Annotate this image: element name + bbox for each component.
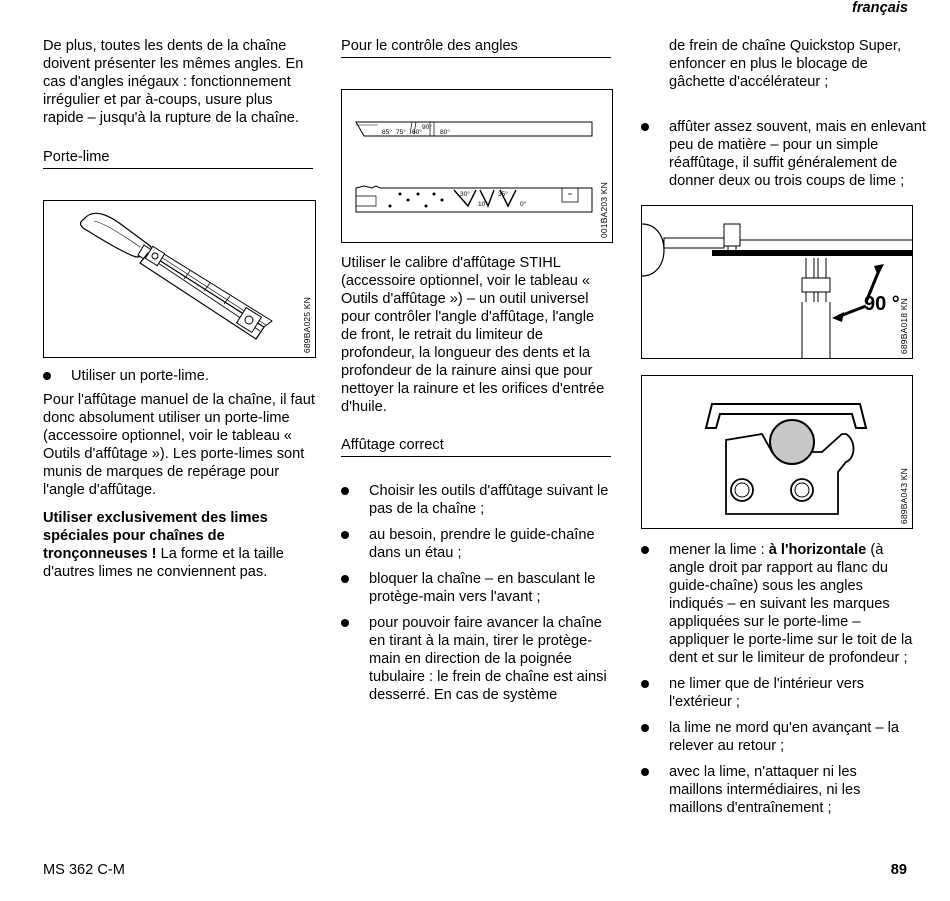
gauge-label: 85° <box>382 129 392 136</box>
figure-code: 689BA018 KN <box>899 297 909 354</box>
bullet-dot <box>641 680 649 688</box>
angle-label: 90 ° <box>864 293 900 315</box>
bullet-dot <box>341 531 349 539</box>
gauge-label: 80° <box>440 129 450 136</box>
col1-warning: Utiliser exclusivement des limes spéciales pour chaînes de tronçonneuses ! La forme et la taille d'autres limes ne conviennent pas. <box>43 510 284 580</box>
col3-bullet-list <box>641 541 914 817</box>
list-item: la lime ne mord qu'en avançant – la relever au retour ; <box>641 719 914 755</box>
gauge-label: 35° <box>498 191 508 198</box>
gauge-label: 0° <box>520 201 527 208</box>
figure-file-on-tooth <box>641 375 913 529</box>
bullet-dot <box>641 546 649 554</box>
bullet-dot <box>641 123 649 131</box>
bullet-dot <box>641 724 649 732</box>
footer-model: MS 362 C-M <box>43 862 125 878</box>
list-item: ne limer que de l'intérieur vers l'extérieur ; <box>641 675 914 711</box>
gauge-label: 30° <box>460 191 470 198</box>
figure-sharpening-gauge <box>341 89 613 243</box>
col1-paragraph: Pour l'affûtage manuel de la chaîne, il faut donc absolument utiliser un porte-lime (accessoire optionnel, voir le tableau « Outils d'affûtage »). Les porte-limes sont munis de marques de repérage pour l'angle d'affûtage. <box>43 392 315 498</box>
list-item: au besoin, prendre le guide-chaîne dans un étau ; <box>341 526 613 562</box>
figure-file-horizontal <box>641 205 913 359</box>
col3-bullet-sharpen-often: affûter assez souvent, mais en enlevant peu de matière – pour un simple réaffûtage, il suffit généralement de donner deux ou trois coups de lime ; <box>641 118 942 190</box>
col1-heading-porte-lime: Porte-lime <box>43 148 313 169</box>
list-item: bloquer la chaîne – en basculant le protège-main vers l'avant ; <box>341 570 613 606</box>
header-language: français <box>852 0 908 16</box>
col1-intro: De plus, toutes les dents de la chaîne doivent présenter les mêmes angles. En cas d'angles inégaux : fonctionnement irrégulier et par à-coups, usure plus rapide – jusqu'à la rupture de la chaîne. <box>43 38 304 126</box>
bullet-dot <box>641 768 649 776</box>
col2-paragraph: Utiliser le calibre d'affûtage STIHL (accessoire optionnel, voir le tableau « Outils d'affûtage ») – un outil universel pour contrôler l'angle d'affûtage, l'angle de front, le retrait du limiteur de profondeur, la longueur des dents et la profondeur de la rainure ainsi que pour nettoyer la rainure et les orifices d'entrée d'huile. <box>341 255 605 415</box>
figure-code: 689BA043 KN <box>899 467 909 524</box>
gauge-label: 90° <box>422 124 432 131</box>
bullet-dot <box>341 575 349 583</box>
col2-heading-controle: Pour le contrôle des angles <box>341 37 611 58</box>
gauge-label: 75° <box>396 129 406 136</box>
figure-code: 001BA203 KN <box>599 181 609 238</box>
bullet-dot <box>341 619 349 627</box>
footer-page-number: 89 <box>890 862 907 878</box>
bullet-dot <box>341 487 349 495</box>
list-item: Choisir les outils d'affûtage suivant le pas de la chaîne ; <box>341 482 613 518</box>
col2-heading-affutage: Affûtage correct <box>341 436 611 457</box>
gauge-label: 10° <box>478 201 488 208</box>
col1-bullet-file-holder: Utiliser un porte-lime. <box>43 367 311 385</box>
gauge-label: 60° <box>412 129 422 136</box>
figure-file-holder <box>43 200 316 358</box>
gauge-illustration <box>342 90 612 242</box>
file-angle-illustration <box>642 206 912 358</box>
file-on-tooth-illustration <box>642 376 912 528</box>
list-item: pour pouvoir faire avancer la chaîne en tirant à la main, tirer le protège-main en direction de la poignée tubulaire : le frein de chaîne est ainsi desserré. En cas de système <box>341 614 613 704</box>
list-item: mener la lime : à l'horizontale (à angle droit par rapport au flanc du guide-chaîne) sous les angles indiqués – en suivant les marques appliquées sur le porte-lime – appliquer le porte-lime sur le toit de la dent et sur le limiteur de profondeur ; <box>641 541 914 667</box>
figure-code: 689BA025 KN <box>302 296 312 353</box>
col2-bullet-list <box>341 482 613 704</box>
col3-continuation: de frein de chaîne Quickstop Super, enfoncer en plus le blocage de gâchette d'accélérateur ; <box>669 38 902 90</box>
list-item: avec la lime, n'attaquer ni les maillons intermédiaires, ni les maillons d'entraînement ; <box>641 763 914 817</box>
bullet-dot <box>43 372 51 380</box>
file-holder-illustration <box>44 201 315 357</box>
